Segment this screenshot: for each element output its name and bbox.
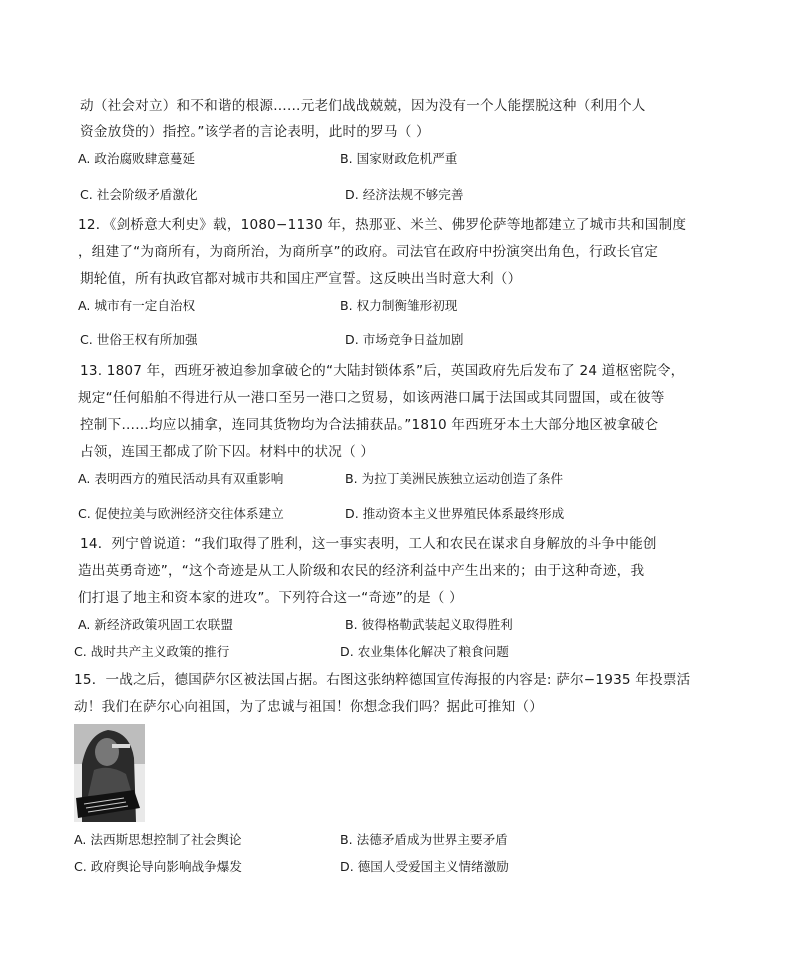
q15-stem-line-1: 15．一战之后，德国萨尔区被法国占据。右图这张纳粹德国宣传海报的内容是: 萨尔−1935 年投票活 bbox=[74, 672, 691, 688]
q14-option-a: A. 新经济政策巩固工农联盟 bbox=[78, 617, 233, 632]
q15-option-b: B. 法德矛盾成为世界主要矛盾 bbox=[340, 832, 508, 847]
q13-option-c: C. 促使拉美与欧洲经济交往体系建立 bbox=[78, 506, 284, 521]
q12-option-b: B. 权力制衡雏形初现 bbox=[340, 298, 458, 313]
q11-option-a: A. 政治腐败肆意蔓延 bbox=[78, 151, 196, 166]
q15-option-c: C. 政府舆论导向影响战争爆发 bbox=[74, 859, 242, 874]
q13-stem-line-2: 规定“任何船舶不得进行从一港口至另一港口之贸易，如该两港口属于法国或其同盟国，或在彼等 bbox=[78, 390, 665, 406]
q11-option-b: B. 国家财政危机严重 bbox=[340, 151, 458, 166]
q11-stem-line-2: 资金放贷的）指控。”该学者的言论表明，此时的罗马（ ） bbox=[80, 124, 430, 140]
q13-option-a: A. 表明西方的殖民活动具有双重影响 bbox=[78, 471, 284, 486]
q14-stem-line-3: 们打退了地主和资本家的进攻”。下列符合这一“奇迹”的是（ ） bbox=[78, 590, 463, 606]
q13-option-d: D. 推动资本主义世界殖民体系最终形成 bbox=[345, 506, 565, 521]
q12-stem-line-3: 期轮值，所有执政官都对城市共和国庄严宣誓。这反映出当时意大利（） bbox=[80, 271, 522, 287]
q12-stem-line-1: 12．《剑桥意大利史》载，1080−1130 年，热那亚、米兰、佛罗伦萨等地都建立了城市共和国制度 bbox=[78, 217, 687, 233]
q14-option-b: B. 彼得格勒武装起义取得胜利 bbox=[345, 617, 513, 632]
q15-option-d: D. 德国人受爱国主义情绪激励 bbox=[340, 859, 509, 874]
q15-option-a: A. 法西斯思想控制了社会舆论 bbox=[74, 832, 242, 847]
q14-stem-line-1: 14．列宁曾说道：“我们取得了胜利，这一事实表明，工人和农民在谋求自身解放的斗争中能创 bbox=[80, 536, 657, 552]
q14-option-c: C. 战时共产主义政策的推行 bbox=[74, 644, 230, 659]
q12-option-c: C. 世俗王权有所加强 bbox=[80, 332, 198, 347]
q11-option-c: C. 社会阶级矛盾激化 bbox=[80, 187, 198, 202]
q12-stem-line-2: ，组建了“为商所有，为商所治，为商所享”的政府。司法官在政府中扮演突出角色，行政长官定 bbox=[78, 244, 659, 260]
q11-stem-line-1: 动（社会对立）和不和谐的根源……元老们战战兢兢，因为没有一个人能摆脱这种（利用个人 bbox=[80, 98, 646, 114]
q13-stem-line-1: 13. 1807 年，西班牙被迫参加拿破仑的“大陆封锁体系”后，英国政府先后发布了 24 道枢密院令， bbox=[80, 363, 685, 379]
q15-stem-line-2: 动！我们在萨尔心向祖国，为了忠诚与祖国！你想念我们吗？据此可推知（） bbox=[74, 699, 543, 715]
poster-illustration-icon bbox=[74, 724, 145, 822]
q13-option-b: B. 为拉丁美洲民族独立运动创造了条件 bbox=[345, 471, 564, 486]
q13-stem-line-4: 占领，连国王都成了阶下囚。材料中的状况（ ） bbox=[80, 444, 375, 460]
q13-stem-line-3: 控制下……均应以捕拿，连同其货物均为合法捕获品。”1810 年西班牙本土大部分地区被拿破仑 bbox=[80, 417, 659, 433]
q14-stem-line-2: 造出英勇奇迹”，“这个奇迹是从工人阶级和农民的经济利益中产生出来的；由于这种奇迹，我 bbox=[78, 563, 645, 579]
q12-option-a: A. 城市有一定自治权 bbox=[78, 298, 196, 313]
q11-option-d: D. 经济法规不够完善 bbox=[345, 187, 464, 202]
propaganda-poster-image bbox=[74, 724, 145, 822]
q12-option-d: D. 市场竞争日益加剧 bbox=[345, 332, 464, 347]
q14-option-d: D. 农业集体化解决了粮食问题 bbox=[340, 644, 509, 659]
